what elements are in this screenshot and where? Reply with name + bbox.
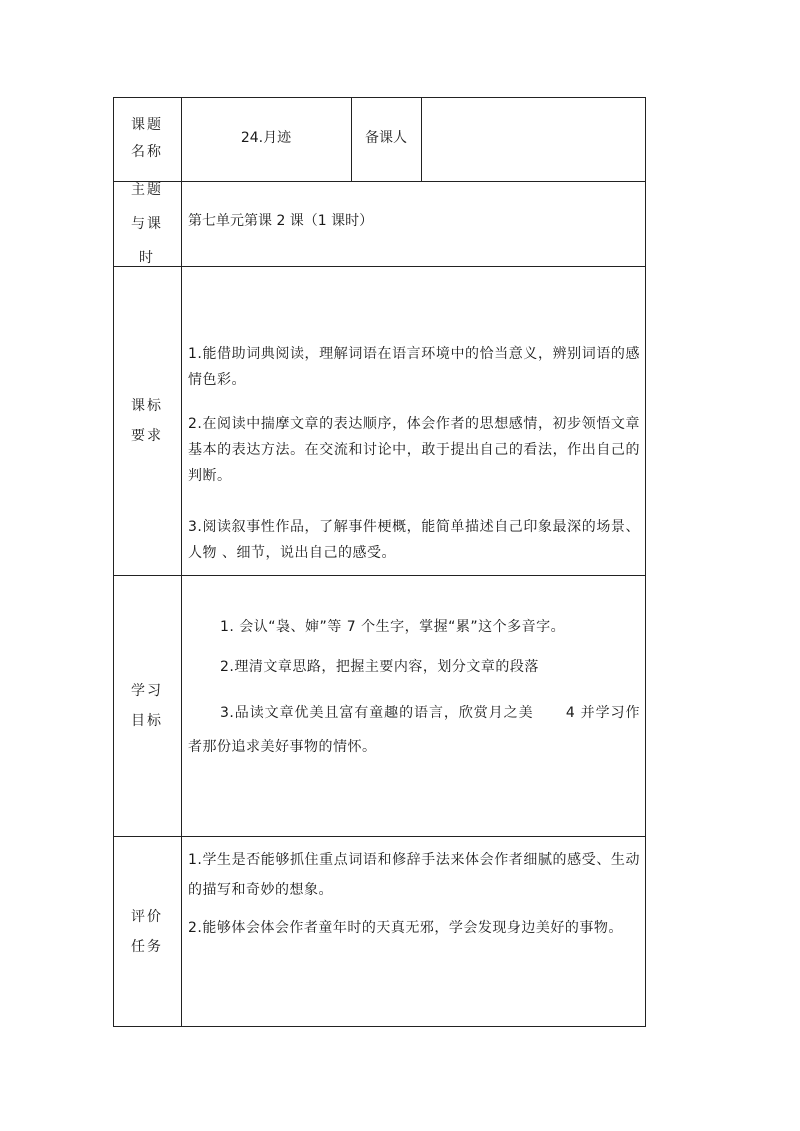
- objective-item: 1. 会认“袅、婶”等 7 个生字，掌握“累”这个多音字。: [220, 619, 566, 635]
- theme-label: 主题与课时: [131, 182, 163, 266]
- row-divider: [113, 836, 646, 837]
- course-name-label: 课题名称: [131, 117, 163, 160]
- course-name-value: 24.月迹: [240, 130, 292, 146]
- evaluation-label: 评价任务: [131, 909, 163, 955]
- evaluation-item: 1.学生是否能够抓住重点词语和修辞手法来体会作者细腻的感受、生动的描写和奇妙的想象。: [188, 852, 640, 898]
- column-divider: [421, 97, 422, 181]
- preparer-label: 备课人: [365, 130, 407, 146]
- row-divider: [113, 266, 646, 267]
- curriculum-item: 1.能借助词典阅读，理解词语在语言环境中的恰当意义，辨别词语的感情色彩。: [188, 346, 640, 388]
- theme-value: 第七单元第课 2 课（1 课时）: [188, 213, 374, 229]
- row-divider: [113, 181, 646, 182]
- column-divider: [181, 97, 182, 1027]
- evaluation-item: 2.能够体会体会作者童年时的天真无邪，学会发现身边美好的事物。: [188, 920, 623, 936]
- objective-item: 3.品读文章优美且富有童趣的语言，欣赏月之美 4 并学习作者那份追求美好事物的情怀。: [188, 705, 640, 755]
- objective-item: 2.理清文章思路，把握主要内容，划分文章的段落: [220, 659, 539, 675]
- curriculum-item: 3.阅读叙事性作品，了解事件梗概，能简单描述自己印象最深的场景、人物 、细节，说出自己的感受。: [188, 519, 640, 561]
- curriculum-label: 课标要求: [131, 398, 163, 444]
- row-divider: [113, 575, 646, 576]
- objectives-label: 学习目标: [131, 683, 163, 729]
- curriculum-item: 2.在阅读中揣摩文章的表达顺序，体会作者的思想感情，初步领悟文章基本的表达方法。在交流和讨论中，敢于提出自己的看法，作出自己的判断。: [188, 416, 640, 484]
